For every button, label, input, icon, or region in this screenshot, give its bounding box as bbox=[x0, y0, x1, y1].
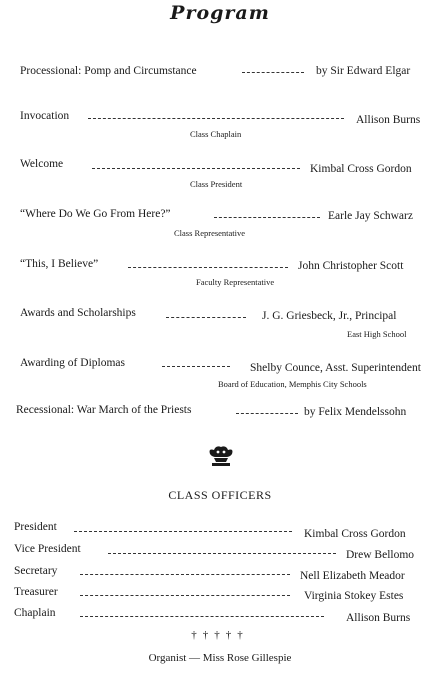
officer-name: Virginia Stokey Estes bbox=[304, 590, 404, 602]
program-value: Allison Burns bbox=[356, 114, 421, 126]
program-value: by Felix Mendelssohn bbox=[304, 406, 407, 418]
officer-title: Chaplain bbox=[14, 607, 56, 619]
officer-name: Drew Bellomo bbox=[346, 549, 415, 561]
leader-dashes bbox=[236, 413, 298, 414]
cross-ornaments: ††††† bbox=[191, 629, 249, 641]
organist-credit: Organist — Miss Rose Gillespie bbox=[148, 652, 292, 664]
program-label: “This, I Believe” bbox=[20, 258, 99, 270]
program-role: Board of Education, Memphis City Schools bbox=[218, 379, 367, 389]
program-label: Awards and Scholarships bbox=[20, 307, 136, 319]
leader-dashes bbox=[92, 168, 300, 169]
leader-dashes bbox=[108, 553, 336, 554]
program-label: Processional: Pomp and Circumstance bbox=[20, 65, 197, 77]
officer-name: Allison Burns bbox=[346, 612, 411, 624]
leader-dashes bbox=[214, 217, 320, 218]
program-label: Recessional: War March of the Priests bbox=[16, 404, 192, 416]
program-value: John Christopher Scott bbox=[298, 260, 404, 272]
leader-dashes bbox=[80, 574, 290, 575]
program-value: Shelby Counce, Asst. Superintendent bbox=[250, 362, 421, 374]
leader-dashes bbox=[74, 531, 292, 532]
officer-title: President bbox=[14, 521, 57, 533]
program-role: Class Representative bbox=[174, 228, 246, 238]
leader-dashes bbox=[166, 317, 246, 318]
leader-dashes bbox=[162, 366, 230, 367]
officer-title: Secretary bbox=[14, 565, 58, 577]
leader-dashes bbox=[80, 595, 290, 596]
program-role: Class President bbox=[190, 179, 243, 189]
leader-dashes bbox=[80, 616, 324, 617]
officer-title: Treasurer bbox=[14, 586, 58, 598]
lamp-ornament-icon bbox=[206, 444, 236, 468]
program-label: Welcome bbox=[20, 158, 64, 170]
leader-dashes bbox=[88, 118, 344, 119]
program-value: Earle Jay Schwarz bbox=[328, 210, 413, 222]
page-title: Program bbox=[170, 2, 270, 24]
leader-dashes bbox=[128, 267, 288, 268]
program-role: Faculty Representative bbox=[196, 277, 275, 287]
program-label: “Where Do We Go From Here?” bbox=[20, 208, 171, 220]
program-value: by Sir Edward Elgar bbox=[316, 65, 411, 77]
officer-name: Kimbal Cross Gordon bbox=[304, 528, 406, 540]
officers-heading: CLASS OFFICERS bbox=[168, 488, 272, 502]
officer-name: Nell Elizabeth Meador bbox=[300, 570, 405, 582]
leader-dashes bbox=[242, 72, 304, 73]
program-value: J. G. Griesbeck, Jr., Principal bbox=[262, 310, 397, 322]
program-role: Class Chaplain bbox=[190, 129, 242, 139]
program-label: Awarding of Diplomas bbox=[20, 357, 125, 369]
program-role: East High School bbox=[347, 329, 407, 339]
program-label: Invocation bbox=[20, 110, 70, 122]
program-value: Kimbal Cross Gordon bbox=[310, 163, 412, 175]
officer-title: Vice President bbox=[14, 543, 81, 555]
